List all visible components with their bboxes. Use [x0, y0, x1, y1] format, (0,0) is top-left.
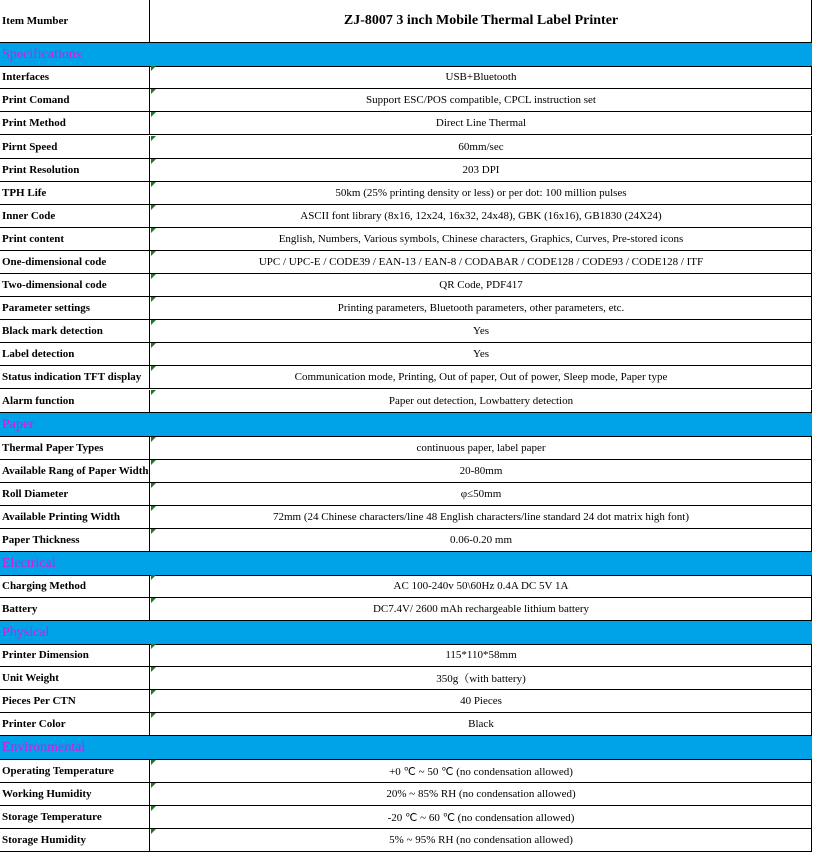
spec-label: Black mark detection	[0, 320, 150, 342]
cell-marker-icon	[151, 806, 156, 811]
spec-label: Printer Dimension	[0, 644, 150, 666]
cell-marker-icon	[151, 228, 156, 233]
spec-row	[0, 667, 812, 690]
spec-row	[0, 343, 812, 366]
cell-marker-icon	[151, 437, 156, 442]
spec-label: Unit Weight	[0, 667, 150, 689]
cell-marker-icon	[151, 112, 156, 117]
spec-value: QR Code, PDF417	[439, 279, 523, 291]
spec-value: Printing parameters, Bluetooth parameters, other parameters, etc.	[337, 302, 625, 314]
cell-marker-icon	[151, 667, 156, 672]
spec-value: 20% ~ 85% RH (no condensation allowed)	[386, 788, 576, 800]
spec-row	[0, 483, 812, 506]
spec-value: 72mm (24 Chinese characters/line 48 English characters/line standard 24 dot matrix high font)	[272, 511, 690, 523]
spec-row	[0, 598, 812, 621]
spec-row	[0, 529, 812, 552]
spec-row	[0, 806, 812, 829]
spec-label: Available Printing Width	[0, 506, 150, 528]
spec-row	[0, 506, 812, 529]
cell-marker-icon	[151, 136, 156, 141]
spec-label: Print Resolution	[0, 159, 150, 181]
cell-marker-icon	[151, 460, 156, 465]
cell-marker-icon	[151, 205, 156, 210]
spec-row	[0, 713, 812, 736]
spec-row	[0, 366, 812, 389]
spec-label: Pirnt Speed	[0, 136, 150, 158]
spec-value: USB+Bluetooth	[445, 71, 517, 83]
cell-marker-icon	[151, 89, 156, 94]
cell-marker-icon	[151, 783, 156, 788]
cell-marker-icon	[151, 320, 156, 325]
cell-marker-icon	[151, 66, 156, 71]
spec-label: Alarm function	[0, 390, 150, 412]
section-title: Physical	[2, 624, 50, 640]
spec-value: Support ESC/POS compatible, CPCL instruction set	[366, 94, 596, 106]
spec-value: φ≤50mm	[460, 488, 502, 500]
section-header-electrical	[0, 552, 812, 576]
item-number-label: Item Mumber	[0, 0, 150, 42]
spec-value: +0 ℃ ~ 50 ℃ (no condensation allowed)	[389, 765, 573, 778]
spec-value: 203 DPI	[462, 164, 500, 176]
cell-marker-icon	[151, 598, 156, 603]
cell-marker-icon	[151, 575, 156, 580]
cell-marker-icon	[151, 713, 156, 718]
spec-label: One-dimensional code	[0, 251, 150, 273]
product-title: ZJ-8007 3 inch Mobile Thermal Label Printer	[343, 13, 619, 28]
cell-marker-icon	[151, 506, 156, 511]
cell-marker-icon	[151, 297, 156, 302]
spec-row	[0, 66, 812, 89]
spec-value: English, Numbers, Various symbols, Chinese characters, Graphics, Curves, Pre-stored icons	[278, 233, 684, 245]
spec-label: Thermal Paper Types	[0, 437, 150, 459]
spec-value: Yes	[472, 325, 489, 337]
spec-row	[0, 320, 812, 343]
spec-value: 60mm/sec	[458, 141, 504, 153]
spec-value: 350g（with battery)	[436, 673, 526, 685]
spec-row	[0, 136, 812, 159]
spec-row	[0, 228, 812, 251]
section-title: Paper	[2, 416, 34, 432]
spec-row	[0, 205, 812, 228]
spec-value: 40 Pieces	[460, 695, 502, 707]
spec-value: Direct Line Thermal	[435, 117, 527, 129]
spec-label: Battery	[0, 598, 150, 620]
spec-label: Available Rang of Paper Width	[0, 460, 150, 482]
spec-label: Interfaces	[0, 66, 150, 88]
spec-value: 115*110*58mm	[445, 649, 517, 661]
spec-label: Roll Diameter	[0, 483, 150, 505]
spec-label: Print Method	[0, 112, 150, 134]
spec-value: 50km (25% printing density or less) or per dot: 100 million pulses	[335, 187, 627, 199]
cell-marker-icon	[151, 159, 156, 164]
section-header-specifications	[0, 43, 812, 67]
spec-value: Communication mode, Printing, Out of paper, Out of power, Sleep mode, Paper type	[294, 371, 668, 383]
spec-label: Charging Method	[0, 575, 150, 597]
cell-marker-icon	[151, 529, 156, 534]
spec-value: UPC / UPC-E / CODE39 / EAN-13 / EAN-8 / CODABAR / CODE128 / CODE93 / CODE128 / ITF	[258, 256, 704, 268]
cell-marker-icon	[151, 644, 156, 649]
spec-value: 0.06-0.20 mm	[449, 534, 513, 546]
spec-value: DC7.4V/ 2600 mAh rechargeable lithium battery	[372, 603, 590, 615]
spec-label: Operating Temperature	[0, 760, 150, 782]
cell-marker-icon	[151, 343, 156, 348]
cell-marker-icon	[151, 274, 156, 279]
section-title: Environmental	[2, 739, 86, 755]
spec-row	[0, 690, 812, 713]
spec-value: -20 ℃ ~ 60 ℃ (no condensation allowed)	[387, 811, 575, 824]
spec-value: Yes	[472, 348, 489, 360]
spec-row	[0, 575, 812, 598]
spec-row	[0, 297, 812, 320]
spec-value: AC 100-240v 50\60Hz 0.4A DC 5V 1A	[393, 580, 569, 592]
section-header-physical	[0, 621, 812, 645]
cell-marker-icon	[151, 483, 156, 488]
spec-value: Paper out detection, Lowbattery detection	[388, 395, 574, 407]
spec-label: Working Humidity	[0, 783, 150, 805]
title-row	[0, 0, 812, 43]
spec-row	[0, 89, 812, 112]
spec-label: TPH Life	[0, 182, 150, 204]
spec-label: Print content	[0, 228, 150, 250]
spec-row	[0, 829, 812, 852]
cell-marker-icon	[151, 251, 156, 256]
spec-label: Inner Code	[0, 205, 150, 227]
spec-row	[0, 390, 812, 413]
spec-value: continuous paper, label paper	[416, 442, 546, 454]
section-header-paper	[0, 413, 812, 437]
spec-value: ASCII font library (8x16, 12x24, 16x32, 24x48), GBK (16x16), GB1830 (24X24)	[300, 210, 662, 222]
spec-row	[0, 760, 812, 783]
cell-marker-icon	[151, 760, 156, 765]
section-header-environmental	[0, 736, 812, 760]
spec-row	[0, 437, 812, 460]
spec-label: Status indication TFT display	[0, 366, 150, 388]
spec-label: Storage Temperature	[0, 806, 150, 828]
spec-label: Two-dimensional code	[0, 274, 150, 296]
cell-marker-icon	[151, 690, 156, 695]
spec-row	[0, 251, 812, 274]
spec-label: Paper Thickness	[0, 529, 150, 551]
spec-label: Pieces Per CTN	[0, 690, 150, 712]
spec-label: Label detection	[0, 343, 150, 365]
spec-value: Black	[468, 718, 494, 730]
cell-marker-icon	[151, 390, 156, 395]
spec-value: 20-80mm	[459, 465, 503, 477]
cell-marker-icon	[151, 829, 156, 834]
spec-value: 5% ~ 95% RH (no condensation allowed)	[389, 834, 573, 846]
spec-row	[0, 783, 812, 806]
spec-row	[0, 644, 812, 667]
spec-row	[0, 274, 812, 297]
spec-row	[0, 182, 812, 205]
spec-label: Printer Color	[0, 713, 150, 735]
spec-row	[0, 112, 812, 135]
spec-label: Storage Humidity	[0, 829, 150, 851]
spec-row	[0, 460, 812, 483]
spec-row	[0, 159, 812, 182]
spec-label: Parameter settings	[0, 297, 150, 319]
cell-marker-icon	[151, 182, 156, 187]
cell-marker-icon	[151, 366, 156, 371]
spec-label: Print Comand	[0, 89, 150, 111]
section-title: Electrical	[2, 555, 56, 571]
section-title: Specifications	[2, 46, 82, 62]
